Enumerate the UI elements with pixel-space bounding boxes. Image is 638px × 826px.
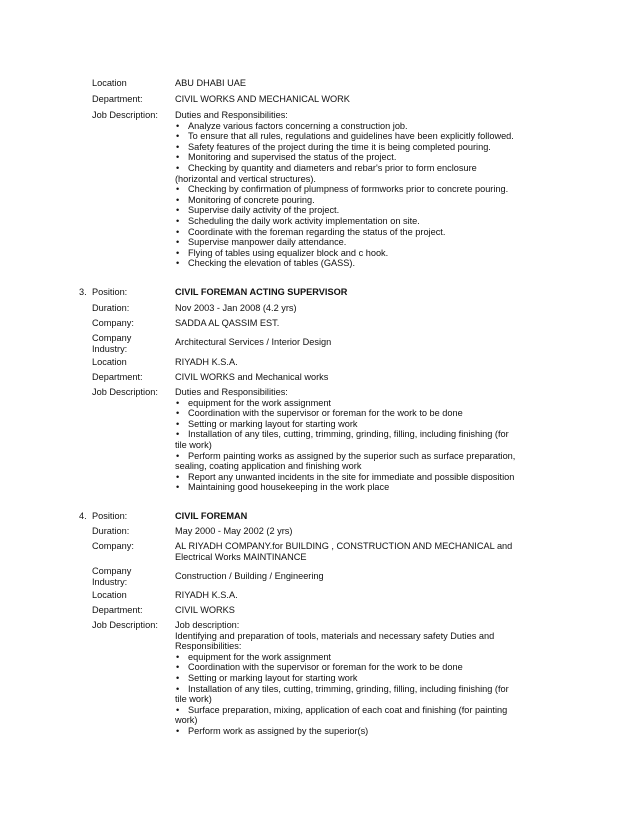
industry-label-line: Industry:	[92, 576, 128, 587]
duty-item: • Supervise manpower daily attendance.	[175, 237, 570, 248]
duties-heading: Duties and Responsibilities:	[175, 110, 288, 120]
duty-item: • Supervise daily activity of the project.	[175, 205, 570, 216]
duration-label: Duration:	[92, 526, 130, 536]
duty-item: • Flying of tables using equalizer block and c hook.	[175, 248, 570, 259]
duty-item: • Monitoring and supervised the status of the project.	[175, 152, 570, 163]
industry-label-line: Company	[92, 566, 132, 576]
duty-item: • Scheduling the daily work activity implementation on site.	[175, 216, 570, 227]
department-label: Department:	[92, 605, 143, 615]
job-description-value	[175, 110, 570, 269]
position-label: Position:	[92, 287, 128, 297]
location-label: Location	[92, 357, 127, 367]
location-value: RIYADH K.S.A.	[175, 590, 238, 600]
location-value: ABU DHABI UAE	[175, 78, 246, 88]
position-label: Position:	[92, 511, 128, 521]
duties-list	[175, 121, 570, 269]
company-value	[175, 541, 570, 562]
duty-item: • Report any unwanted incidents in the site for immediate and possible disposition	[175, 472, 570, 483]
department-label: Department:	[92, 372, 143, 382]
duty-item: • Installation of any tiles, cutting, trimming, grinding, filling, including finishing (for	[175, 684, 570, 695]
job-description-label: Job Description:	[92, 110, 158, 120]
job-description-value	[175, 620, 570, 737]
duty-item: • Coordinate with the foreman regarding the status of the project.	[175, 227, 570, 238]
duty-item-continued: tile work)	[175, 439, 212, 450]
company-label: Company:	[92, 541, 134, 551]
duty-item: • Maintaining good housekeeping in the work place	[175, 482, 570, 493]
duties-heading: Duties and Responsibilities:	[175, 387, 288, 397]
duty-item: • Coordination with the supervisor or foreman for the work to be done	[175, 662, 570, 673]
duty-item: • Perform work as assigned by the superior(s)	[175, 726, 570, 737]
duty-item: • Coordination with the supervisor or foreman for the work to be done	[175, 408, 570, 419]
industry-value: Construction / Building / Engineering	[175, 571, 324, 581]
department-value: CIVIL WORKS	[175, 605, 235, 615]
industry-value: Architectural Services / Interior Design	[175, 337, 332, 347]
job-description-label: Job Description:	[92, 620, 158, 630]
industry-label	[92, 333, 172, 354]
duty-item: • Perform painting works as assigned by the superior such as surface preparation,	[175, 451, 570, 462]
duty-item-continued: work)	[175, 715, 198, 726]
department-label: Department:	[92, 94, 143, 104]
job-intro-line: Responsibilities:	[175, 641, 242, 652]
duty-item: • Checking the elevation of tables (GASS).	[175, 258, 570, 269]
position-title: CIVIL FOREMAN	[175, 511, 248, 521]
company-label: Company:	[92, 318, 134, 328]
duties-list	[175, 652, 570, 737]
company-line: AL RIYADH COMPANY.for BUILDING , CONSTRUCTION AND MECHANICAL and	[175, 541, 513, 551]
duration-label: Duration:	[92, 303, 130, 313]
duty-item-continued: tile work)	[175, 694, 212, 705]
duration-value: Nov 2003 - Jan 2008 (4.2 yrs)	[175, 303, 297, 313]
duty-item-continued: sealing, coating application and finishing work	[175, 461, 362, 472]
duty-item: • To ensure that all rules, regulations and guidelines have been explicitly followed.	[175, 131, 570, 142]
location-label: Location	[92, 78, 127, 88]
industry-label-line: Company	[92, 333, 132, 343]
duty-item: • equipment for the work assignment	[175, 652, 570, 663]
entry-number: 3.	[79, 287, 87, 297]
industry-label-line: Industry:	[92, 343, 128, 354]
company-value: SADDA AL QASSIM EST.	[175, 318, 280, 328]
duty-item: • Setting or marking layout for starting work	[175, 419, 570, 430]
department-value: CIVIL WORKS AND MECHANICAL WORK	[175, 94, 350, 104]
duty-item-continued: (horizontal and vertical structures).	[175, 173, 316, 184]
duty-item: • Installation of any tiles, cutting, trimming, grinding, filling, including finishing (for	[175, 429, 570, 440]
company-line: Electrical Works MAINTINANCE	[175, 551, 307, 562]
duty-item: • Surface preparation, mixing, application of each coat and finishing (for painting	[175, 705, 570, 716]
position-title: CIVIL FOREMAN ACTING SUPERVISOR	[175, 287, 348, 297]
duty-item: • Safety features of the project during the time it is being completed pouring.	[175, 142, 570, 153]
duty-item: • equipment for the work assignment	[175, 398, 570, 409]
department-value: CIVIL WORKS and Mechanical works	[175, 372, 329, 382]
duties-list	[175, 398, 570, 493]
industry-label	[92, 566, 172, 587]
job-description-value	[175, 387, 570, 493]
job-description-heading: Job description:	[175, 620, 240, 630]
job-description-label: Job Description:	[92, 387, 158, 397]
location-value: RIYADH K.S.A.	[175, 357, 238, 367]
duty-item: • Checking by quantity and diameters and rebar's prior to form enclosure	[175, 163, 570, 174]
location-label: Location	[92, 590, 127, 600]
job-intro-line: Identifying and preparation of tools, materials and necessary safety Duties and	[175, 630, 495, 641]
duty-item: • Monitoring of concrete pouring.	[175, 195, 570, 206]
duty-item: • Checking by confirmation of plumpness of formworks prior to concrete pouring.	[175, 184, 570, 195]
duration-value: May 2000 - May 2002 (2 yrs)	[175, 526, 293, 536]
duty-item: • Analyze various factors concerning a construction job.	[175, 121, 570, 132]
entry-number: 4.	[79, 511, 87, 521]
duty-item: • Setting or marking layout for starting work	[175, 673, 570, 684]
